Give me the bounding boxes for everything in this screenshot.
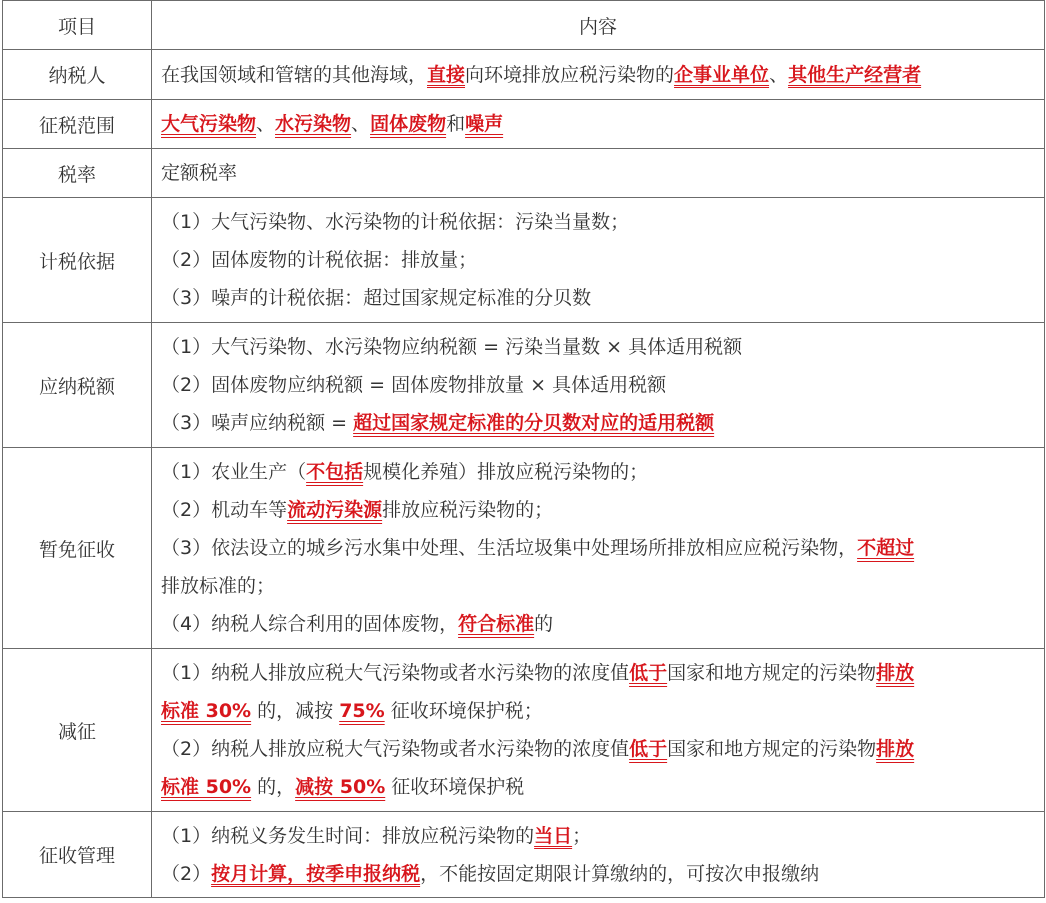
header-item: 项目 xyxy=(3,1,152,50)
highlight-discharge-2: 排放 xyxy=(876,738,915,760)
exempt-line-2: （2）机动车等流动污染源排放应税污染物的； xyxy=(161,499,554,521)
admin-line-2: （2）按月计算，按季申报纳税，不能按固定期限计算缴纳的，可按次申报缴纳 xyxy=(161,862,820,885)
row-payable xyxy=(3,323,1045,448)
content-payable xyxy=(152,323,1045,448)
header-content: 内容 xyxy=(152,1,1045,50)
content-scope xyxy=(152,100,1045,149)
reduce-line-2: 标准 30% 的，减按 75% 征收环境保护税； xyxy=(161,700,543,722)
exempt-line-1: （1）农业生产（不包括规模化养殖）排放应税污染物的； xyxy=(161,461,649,483)
highlight-not-exceeding: 不超过 xyxy=(857,537,915,559)
row-rate xyxy=(3,149,1045,198)
highlight-mobile-source: 流动污染源 xyxy=(287,499,383,521)
reduce-line-4: 标准 50% 的，减按 50% 征收环境保护税 xyxy=(161,776,525,798)
environmental-tax-table xyxy=(2,0,1045,898)
taxpayer-line-1: 在我国领域和管辖的其他海域，直接向环境排放应税污染物的企事业单位、其他生产经营者 xyxy=(161,63,922,86)
highlight-reduce-50: 减按 50% xyxy=(295,776,386,798)
highlight-noise-tax: 超过国家规定标准的分贝数对应的适用税额 xyxy=(353,412,715,434)
highlight-enterprise: 企事业单位 xyxy=(674,63,770,86)
payable-line-3: （3）噪声应纳税额 = 超过国家规定标准的分贝数对应的适用税额 xyxy=(161,412,715,434)
highlight-same-day: 当日 xyxy=(534,824,573,847)
admin-line-1: （1）纳税义务发生时间：排放应税污染物的当日； xyxy=(161,824,592,847)
highlight-noise: 噪声 xyxy=(465,113,504,135)
row-taxpayer xyxy=(3,50,1045,100)
highlight-monthly-quarterly: 按月计算，按季申报纳税 xyxy=(211,862,421,885)
exempt-line-5: （4）纳税人综合利用的固体废物，符合标准的 xyxy=(161,613,554,635)
highlight-discharge-1: 排放 xyxy=(876,662,915,684)
payable-line-2: （2）固体废物应纳税额 = 固体废物排放量 × 具体适用税额 xyxy=(161,374,667,396)
scope-line-1: 大气污染物、水污染物、固体废物和噪声 xyxy=(161,113,504,135)
label-reduce: 减征 xyxy=(3,649,152,812)
highlight-other-operators: 其他生产经营者 xyxy=(788,63,922,86)
content-basis xyxy=(152,198,1045,323)
exempt-line-3: （3）依法设立的城乡污水集中处理、生活垃圾集中处理场所排放相应应税污染物，不超过 xyxy=(161,537,915,559)
row-reduce xyxy=(3,649,1045,812)
reduce-line-3: （2）纳税人排放应税大气污染物或者水污染物的浓度值低于国家和地方规定的污染物排放 xyxy=(161,738,915,760)
content-taxpayer xyxy=(152,50,1045,100)
label-taxpayer: 纳税人 xyxy=(3,50,152,100)
content-rate xyxy=(152,149,1045,198)
payable-line-1: （1）大气污染物、水污染物应纳税额 = 污染当量数 × 具体适用税额 xyxy=(161,336,743,358)
content-admin xyxy=(152,812,1045,898)
highlight-lower-than-2: 低于 xyxy=(629,738,668,760)
highlight-water-pollutants: 水污染物 xyxy=(275,113,352,135)
highlight-meets-standard: 符合标准 xyxy=(458,613,535,635)
row-scope xyxy=(3,100,1045,149)
highlight-air-pollutants: 大气污染物 xyxy=(161,113,257,135)
reduce-line-1: （1）纳税人排放应税大气污染物或者水污染物的浓度值低于国家和地方规定的污染物排放 xyxy=(161,662,915,684)
label-payable: 应纳税额 xyxy=(3,323,152,448)
basis-line-1: （1）大气污染物、水污染物的计税依据：污染当量数； xyxy=(161,211,630,233)
highlight-standard-50: 标准 50% xyxy=(161,776,252,798)
label-admin: 征收管理 xyxy=(3,812,152,898)
highlight-75-percent: 75% xyxy=(339,700,385,722)
label-basis: 计税依据 xyxy=(3,198,152,323)
content-exempt xyxy=(152,448,1045,649)
row-admin xyxy=(3,812,1045,898)
content-reduce xyxy=(152,649,1045,812)
highlight-lower-than-1: 低于 xyxy=(629,662,668,684)
highlight-not-included: 不包括 xyxy=(306,461,364,483)
label-exempt: 暂免征收 xyxy=(3,448,152,649)
label-scope: 征税范围 xyxy=(3,100,152,149)
highlight-standard-30: 标准 30% xyxy=(161,700,252,722)
rate-line-1: 定额税率 xyxy=(161,162,238,184)
label-rate: 税率 xyxy=(3,149,152,198)
highlight-solid-waste: 固体废物 xyxy=(370,113,447,135)
basis-line-3: （3）噪声的计税依据：超过国家规定标准的分贝数 xyxy=(161,287,592,309)
highlight-direct: 直接 xyxy=(427,63,466,86)
basis-line-2: （2）固体废物的计税依据：排放量； xyxy=(161,249,478,271)
table-header-row xyxy=(3,1,1045,50)
row-exempt xyxy=(3,448,1045,649)
row-basis xyxy=(3,198,1045,323)
exempt-line-4: 排放标准的； xyxy=(161,575,276,597)
